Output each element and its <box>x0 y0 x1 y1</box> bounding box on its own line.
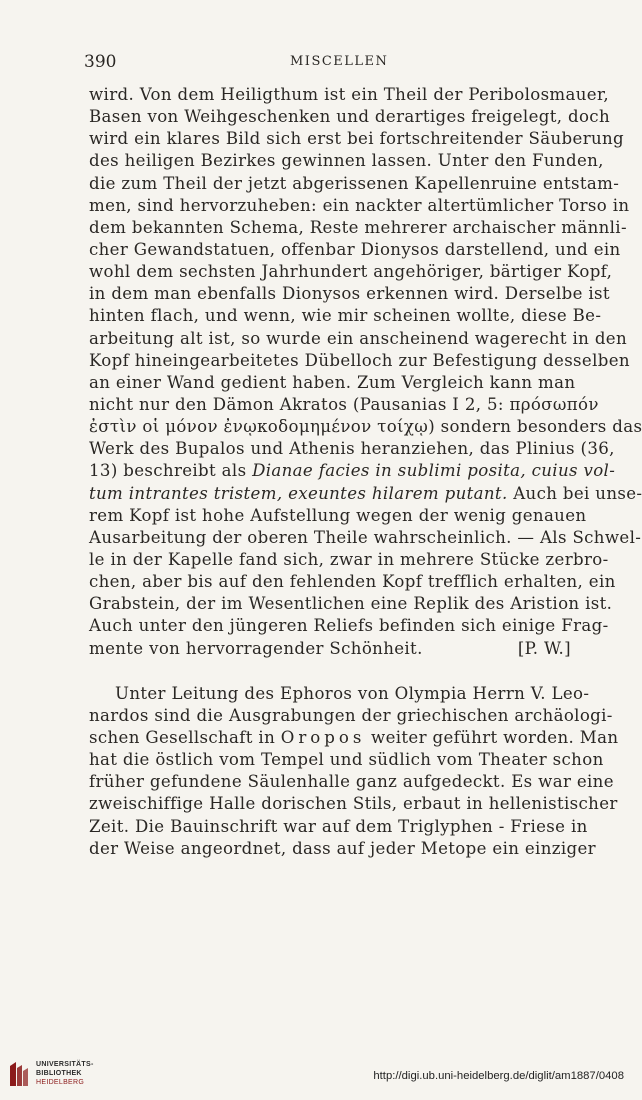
text-line: hat die östlich vom Tempel und südlich vom Theater schon <box>89 750 604 770</box>
text-line: Ausarbeitung der oberen Theile wahrscheinlich. — Als Schwel- <box>89 527 642 547</box>
text-line: cher Gewandstatuen, offenbar Dionysos darstellend, und ein <box>89 239 621 259</box>
text-line: dem bekannten Schema, Reste mehrerer archaischer männli- <box>89 217 627 237</box>
text-line: Auch unter den jüngeren Reliefs befinden sich einige Frag- <box>89 616 609 636</box>
paragraph-2 <box>89 683 619 860</box>
line-text: weiter geführt worden. Man <box>365 727 619 747</box>
text-line: nardos sind die Ausgrabungen der griechischen archäologi- <box>89 705 613 725</box>
text-line: der Weise angeordnet, dass auf jeder Metope ein einziger <box>89 838 596 858</box>
text-line: Zeit. Die Bauinschrift war auf dem Triglyphen - Friese in <box>89 816 588 836</box>
text-line: Werk des Bupalos und Athenis heranziehen, das Plinius (36, <box>89 439 615 459</box>
text-line: wird ein klares Bild sich erst bei fortschreitender Säuberung <box>89 129 625 149</box>
heidelberg-library-logo-icon <box>8 1060 30 1088</box>
text-line: Kopf hineingearbeitetes Dübelloch zur Befestigung desselben <box>89 350 630 370</box>
paragraph-1 <box>89 84 642 660</box>
library-name <box>36 1060 94 1087</box>
text-line: wird. Von dem Heiligthum ist ein Theil der Peribolosmauer, <box>89 85 610 104</box>
library-name-line: HEIDELBERG <box>36 1079 85 1086</box>
text-line: zweischiffige Halle dorischen Stils, erbaut in hellenistischer <box>89 794 618 814</box>
page-header <box>0 52 634 74</box>
text-line: chen, aber bis auf den fehlenden Kopf trefflich erhalten, ein <box>89 572 616 592</box>
text-line: des heiligen Bezirkes gewinnen lassen. Unter den Funden, <box>89 151 604 171</box>
place-name-oropos: Oropos <box>280 727 366 747</box>
latin-quote: Dianae facies in sublimi posita, cuius vol- <box>252 461 616 481</box>
text-line: früher gefundene Säulenhalle ganz aufgedeckt. Es war eine <box>89 772 614 792</box>
library-name-line: BIBLIOTHEK <box>36 1070 82 1077</box>
line-text: Auch bei unse- <box>507 483 642 503</box>
body-text <box>89 84 642 860</box>
text-line: wohl dem sechsten Jahrhundert angehöriger, bärtiger Kopf, <box>89 262 613 282</box>
text-line <box>89 483 642 505</box>
text-line: arbeitung alt ist, so wurde ein anscheinend wagerecht in den <box>89 328 628 348</box>
text-line: hinten flach, und wenn, wie mir scheinen wollte, diese Be- <box>89 306 602 326</box>
text-line <box>89 460 616 482</box>
text-line: le in der Kapelle fand sich, zwar in mehrere Stücke zerbro- <box>89 549 609 569</box>
text-line: rem Kopf ist hohe Aufstellung wegen der wenig genauen <box>89 505 587 525</box>
latin-quote: tum intrantes tristem, exeuntes hilarem putant. <box>89 483 508 503</box>
library-name-line: UNIVERSITÄTS- <box>36 1061 94 1068</box>
text-line <box>89 638 571 660</box>
text-line: Grabstein, der im Wesentlichen eine Replik des Aristion ist. <box>89 594 613 614</box>
line-text: 13) beschreibt als <box>89 461 253 481</box>
text-line: die zum Theil der jetzt abgerissenen Kapellenruine entstam- <box>89 173 620 193</box>
text-line: an einer Wand gedient haben. Zum Vergleich kann man <box>89 372 576 392</box>
text-line: in dem man ebenfalls Dionysos erkennen wird. Derselbe ist <box>89 284 610 304</box>
text-line: men, sind hervorzuheben: ein nackter altertümlicher Torso in <box>89 195 630 215</box>
source-url-link[interactable]: http://digi.ub.uni-heidelberg.de/diglit/am1887/0408 <box>373 1070 624 1082</box>
author-initials: [P. W.] <box>517 638 571 658</box>
page-footer <box>0 1052 634 1092</box>
greek-quote-line: ἐστὶν οἱ μόνον ἐνῳκοδομημένον τοίχῳ) sondern besonders das <box>89 417 642 437</box>
text-line <box>89 727 619 749</box>
running-head: MISCELLEN <box>290 54 389 69</box>
line-text: schen Gesellschaft in <box>89 727 281 747</box>
text-line: Basen von Weihgeschenken und derartiges freigelegt, doch <box>89 107 610 127</box>
text-line: nicht nur den Dämon Akratos (Pausanias I 2, 5: πρόσωπόν <box>89 394 599 414</box>
page-number: 390 <box>84 52 117 72</box>
text-line: Unter Leitung des Ephoros von Olympia Herrn V. Leo- <box>115 683 590 703</box>
line-text: mente von hervorragender Schönheit. <box>89 638 423 658</box>
